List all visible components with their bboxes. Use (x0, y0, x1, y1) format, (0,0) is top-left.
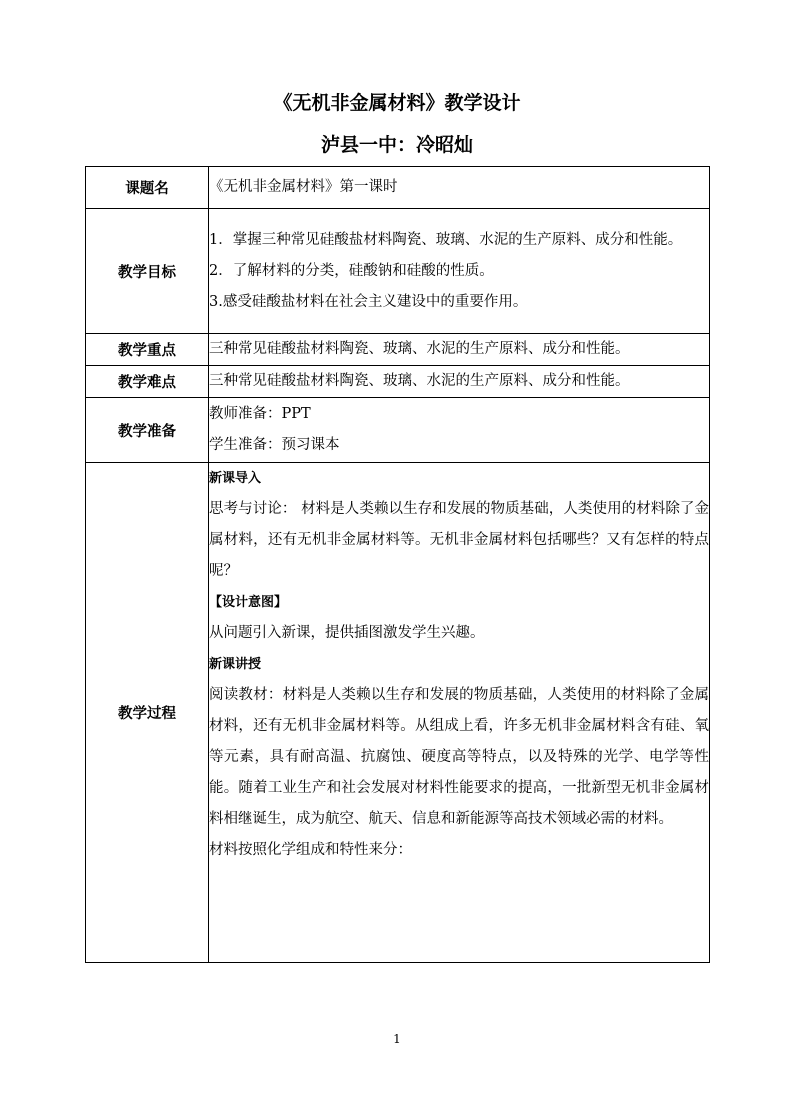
key-points-value: 三种常见硅酸盐材料陶瓷、玻璃、水泥的生产原料、成分和性能。 (209, 334, 710, 366)
table-row-goals (86, 209, 710, 334)
goal-item-2: 2．了解材料的分类，硅酸钠和硅酸的性质。 (209, 262, 494, 279)
topic-label: 课题名 (86, 167, 209, 209)
process-label: 教学过程 (86, 463, 209, 963)
design-heading: 【设计意图】 (209, 595, 288, 610)
lecture-text: 阅读教材：材料是人类赖以生存和发展的物质基础，人类使用的材料除了金属材料，还有无机非金属材料等。从组成上看，许多无机非金属材料含有硅、氧等元素，具有耐高温、抗腐蚀、硬度高等特点，以及特殊的光学、电学等性能。随着工业生产和社会发展对材料性能要求的提高，一批新型无机非金属材料相继诞生，成为航空、航天、信息和新能源等高技术领域必需的材料。 (209, 687, 709, 827)
design-text: 从问题引入新课，提供插图激发学生兴趣。 (209, 625, 485, 641)
topic-value: 《无机非金属材料》第一课时 (209, 167, 710, 209)
table-row-process (86, 463, 710, 963)
table-row-key-points (86, 334, 710, 366)
goals-content (209, 209, 710, 334)
process-content (209, 463, 710, 963)
intro-text: 思考与讨论： 材料是人类赖以生存和发展的物质基础，人类使用的材料除了金属材料，还有无机非金属材料等。无机非金属材料包括哪些？又有怎样的特点呢？ (209, 501, 709, 579)
document-title: 《无机非金属材料》教学设计 (273, 92, 521, 114)
table-row-topic (86, 167, 710, 209)
document-author: 泸县一中：冷昭灿 (320, 134, 473, 156)
table-row-preparation (86, 398, 710, 463)
classify-text: 材料按照化学组成和特性来分： (209, 842, 412, 858)
goal-item-3: 3.感受硅酸盐材料在社会主义建设中的重要作用。 (209, 293, 528, 310)
preparation-content (209, 398, 710, 463)
teacher-preparation: 教师准备：PPT (209, 406, 311, 422)
student-preparation: 学生准备：预习课本 (209, 437, 340, 453)
lecture-heading: 新课讲授 (209, 657, 262, 672)
intro-heading: 新课导入 (209, 471, 262, 486)
difficulties-value: 三种常见硅酸盐材料陶瓷、玻璃、水泥的生产原料、成分和性能。 (209, 366, 710, 398)
key-points-label: 教学重点 (86, 334, 209, 366)
lesson-plan-table (85, 166, 710, 963)
table-row-difficulties (86, 366, 710, 398)
goal-item-1: 1．掌握三种常见硅酸盐材料陶瓷、玻璃、水泥的生产原料、成分和性能。 (209, 231, 683, 248)
goals-label: 教学目标 (86, 209, 209, 334)
page-number: 1 (393, 1032, 401, 1046)
preparation-label: 教学准备 (86, 398, 209, 463)
difficulties-label: 教学难点 (86, 366, 209, 398)
